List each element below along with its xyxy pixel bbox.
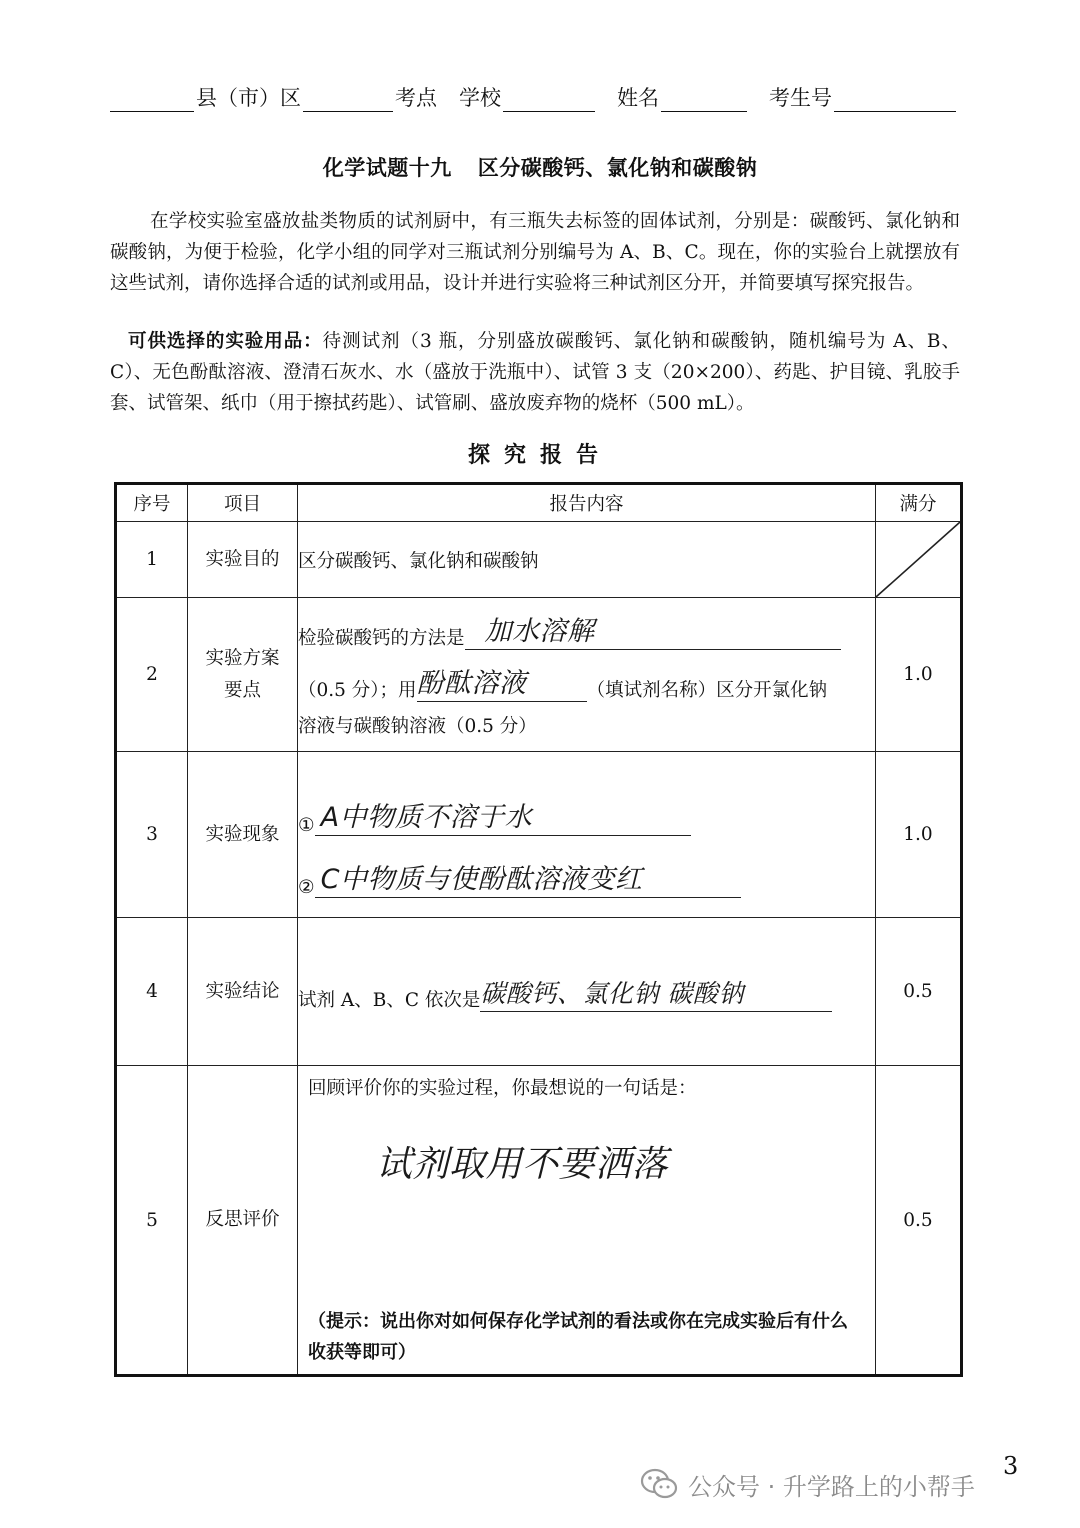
materials-paragraph — [110, 326, 960, 419]
table-row-reflection — [116, 1066, 962, 1376]
row5-score: 0.5 — [876, 1066, 962, 1376]
table-row-plan — [116, 598, 962, 752]
title-part2: 区分碳酸钙、氯化钠和碳酸钠 — [477, 155, 758, 180]
intro-paragraph: 在学校实验室盛放盐类物质的试剂厨中，有三瓶失去标签的固体试剂，分别是：碳酸钙、氯化钠和碳酸钠，为便于检验，化学小组的同学对三瓶试剂分别编号为 A、B、C。现在，你的实验台上就摆放有这些试剂，请你选择合适的试剂或用品，设计并进行实验将三种试剂区分开，并简要填写探究报告。 — [110, 211, 960, 294]
row3-num: 3 — [116, 752, 188, 918]
row2-answer2: 酚酞溶液 — [417, 667, 587, 702]
row5-hint: （提示：说出你对如何保存化学试剂的看法或你在完成实验后有什么收获等即可） — [308, 1311, 848, 1363]
exam-site-blank — [303, 89, 393, 112]
table-row-purpose — [116, 522, 962, 598]
row2-score: 1.0 — [876, 598, 962, 752]
row3-answer2: C中物质与使酚酞溶液变红 — [315, 863, 741, 898]
row2-text1: 检验碳酸钙的方法是 — [298, 627, 465, 649]
school-blank — [503, 89, 595, 112]
row2-text2: （0.5 分）；用 — [298, 679, 417, 701]
row2-content — [298, 598, 876, 752]
table-row-conclusion — [116, 918, 962, 1066]
row1-num: 1 — [116, 522, 188, 598]
row5-answer: 试剂取用不要洒落 — [376, 1144, 669, 1185]
row3-mark1: ① — [298, 814, 315, 836]
county-blank — [110, 89, 194, 112]
row1-content: 区分碳酸钙、氯化钠和碳酸钠 — [298, 522, 876, 598]
watermark-text: 公众号 · 升学路上的小帮手 — [688, 1472, 975, 1501]
row4-content — [298, 918, 876, 1066]
row2-answer1: 加水溶解 — [465, 615, 841, 650]
diagonal-line-icon — [876, 522, 960, 597]
row2-item — [188, 598, 298, 752]
row3-mark2: ② — [298, 876, 315, 898]
row2-item-line1: 实验方案 — [205, 647, 280, 669]
row5-item: 反思评价 — [188, 1066, 298, 1376]
row4-text: 试剂 A、B、C 依次是 — [298, 989, 481, 1011]
materials-label: 可供选择的实验用品： — [128, 331, 323, 352]
table-row-phenomenon — [116, 752, 962, 918]
title-part1: 化学试题十九 — [322, 155, 452, 180]
row5-num: 5 — [116, 1066, 188, 1376]
row3-answer1: A中物质不溶于水 — [315, 801, 691, 836]
row4-item: 实验结论 — [188, 918, 298, 1066]
row1-score-crossed — [876, 522, 962, 598]
exam-no-label: 考生号 — [769, 86, 832, 110]
row2-text4: 溶液与碳酸钠溶液（0.5 分） — [298, 715, 537, 737]
row3-item: 实验现象 — [188, 752, 298, 918]
header-num: 序号 — [116, 484, 188, 522]
name-label: 姓名 — [617, 86, 659, 110]
header-info-line — [110, 82, 960, 112]
watermark — [640, 1464, 975, 1504]
row3-content — [298, 752, 876, 918]
page-number: 3 — [1003, 1452, 1019, 1480]
row2-text3: （填试剂名称）区分开氯化钠 — [586, 679, 828, 701]
header-item: 项目 — [188, 484, 298, 522]
exam-no-blank — [834, 89, 956, 112]
row4-score: 0.5 — [876, 918, 962, 1066]
row5-content — [298, 1066, 876, 1376]
wechat-icon — [640, 1467, 678, 1501]
row2-item-line2: 要点 — [223, 679, 261, 701]
table-header-row — [116, 484, 962, 522]
row1-item: 实验目的 — [188, 522, 298, 598]
materials-text: 待测试剂（3 瓶，分别盛放碳酸钙、氯化钠和碳酸钠，随机编号为 A、B、C）、无色酚酞溶液、澄清石灰水、水（盛放于洗瓶中）、试管 3 支（20×200）、药匙、护目镜、乳胶手套、试管架、纸巾（用于擦拭药匙）、试管刷、盛放废弃物的烧杯（500 mL）。 — [110, 331, 960, 414]
row2-num: 2 — [116, 598, 188, 752]
page-title — [0, 152, 1080, 182]
county-label: 县（市）区 — [196, 86, 301, 110]
header-score: 满分 — [876, 484, 962, 522]
report-table — [114, 482, 963, 1377]
school-label: 学校 — [459, 86, 501, 110]
report-title: 探究报告 — [467, 442, 612, 468]
row4-num: 4 — [116, 918, 188, 1066]
row4-answer: 碳酸钙、氯化钠 碳酸钠 — [480, 977, 832, 1012]
exam-site-label: 考点 — [395, 86, 437, 110]
name-blank — [661, 89, 747, 112]
header-content: 报告内容 — [298, 484, 876, 522]
row3-score: 1.0 — [876, 752, 962, 918]
row5-prompt: 回顾评价你的实验过程，你最想说的一句话是： — [308, 1078, 697, 1099]
